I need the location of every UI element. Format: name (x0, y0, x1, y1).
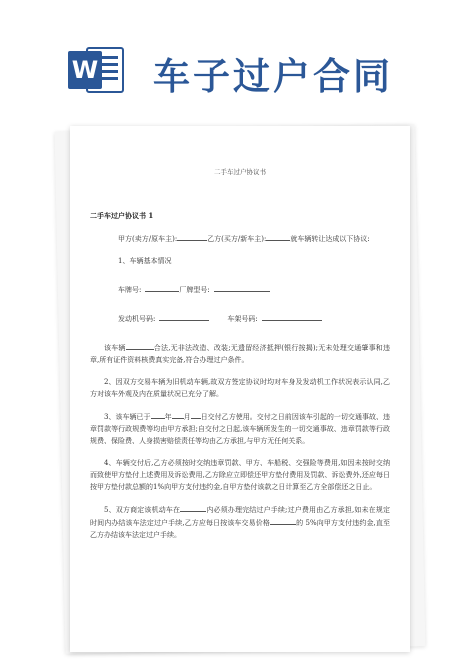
paragraph-2: 2、因双方交易车辆为旧机动车辆,故双方签定协议时均对车身及发动机工作状况表示认同,乙方对该车外观及内在质量状况已充分了解。 (90, 378, 390, 398)
parties-tail: 就车辆转让达成以下协议: (290, 235, 370, 243)
page-title: 车子过户合同 (153, 55, 393, 98)
party-a-label: 甲方(卖方/原车主): (118, 235, 178, 243)
model-label: 厂牌型号: (179, 286, 210, 294)
plate-label: 车牌号: (118, 286, 142, 294)
frame-label: 车架号码: (227, 315, 258, 323)
paragraph-4: 4、车辆交付后,乙方必须按时交纳违章罚款、甲方、车船税、交强险等费用,如因未按时交纳而致使甲方垫付上述费用及诉讼费用,乙方除应立即偿还甲方垫付费用及罚款、诉讼费外,还应每日按甲方垫付款总额的1%向甲方支付违约金,自甲方垫付该款之日计算至乙方全部偿还之日止。 (90, 459, 390, 491)
word-document-icon (68, 44, 126, 96)
party-b-label: 乙方(买方/新车主): (207, 235, 267, 243)
paragraph-5: 5、双方商定该机动车在 内必须办理完结过户手续;过户费用由乙方承担,如未在规定时间内办结该车法定过户手续,乙方应每日按该车交易价格 的 5%向甲方支付违约金,直至乙方办结该车法定过户手续。 (90, 503, 390, 541)
word-icon-letter: W (68, 51, 102, 89)
header (0, 0, 474, 115)
engine-line (90, 312, 390, 325)
paragraph-car-condition: 该车辆 合法,无非法改造、改装;无遗留经济抵押(银行按揭);无未处理交通肇事和违章,所有证件资料核费真实完备,符合办理过户条件。 (90, 341, 390, 366)
paragraph-3: 3、该车辆已于 年 月 日交付乙方使用。交付之日前因该车引起的一切交通事故、违章罚款等行政规费等均由甲方承担;自交付之日起,该车辆所发生的一切交通事故、违章罚款等行政规费、保险费、人身损害赔偿责任等均由乙方承担,与甲方无任何关系。 (90, 410, 390, 447)
plate-line (90, 283, 390, 296)
document-page (70, 126, 410, 652)
engine-label: 发动机号码: (118, 315, 156, 323)
document-content (90, 146, 390, 551)
parties-line (90, 232, 390, 245)
item1-heading: 1、车辆基本情况 (118, 257, 172, 265)
document-subtitle: 二手车过户协议书 (214, 168, 266, 176)
section-title: 二手车过户协议书 1 (90, 211, 154, 220)
